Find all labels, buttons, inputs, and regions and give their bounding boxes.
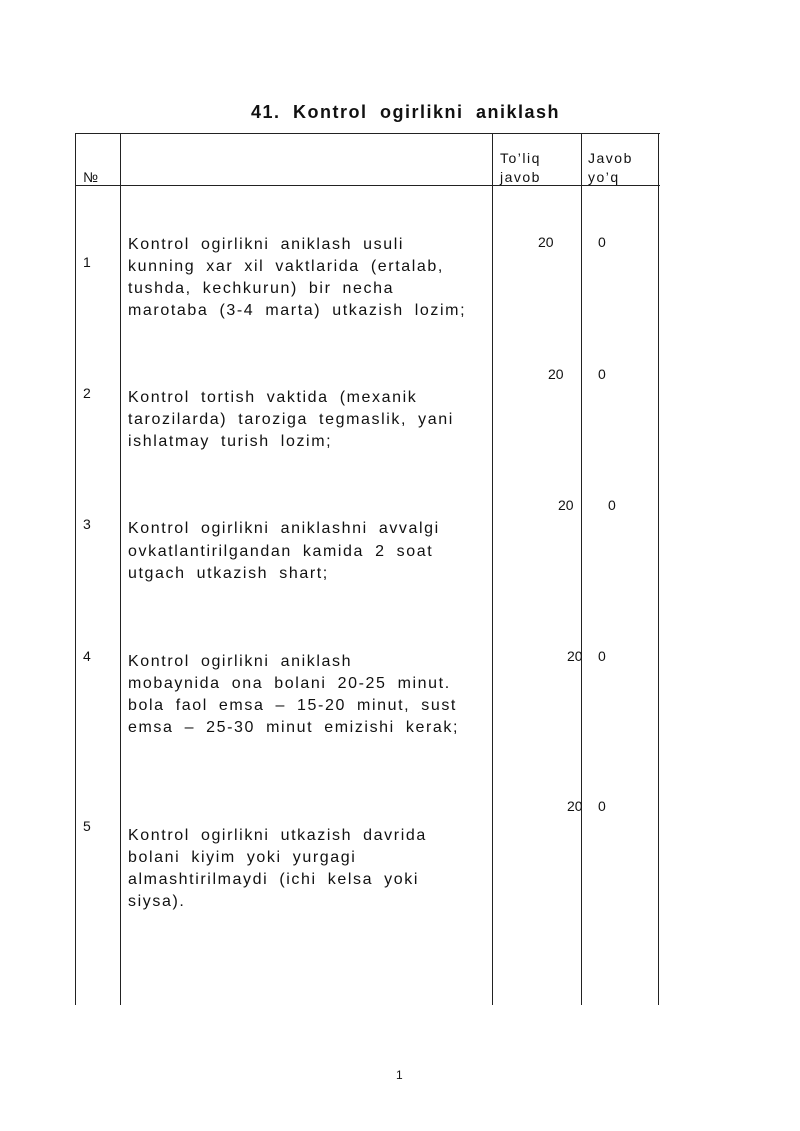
row-3-no-score: 0 bbox=[608, 497, 616, 513]
row-5-text-line3: almashtirilmaydi (ichi kelsa yoki bbox=[128, 871, 419, 888]
row-4-number: 4 bbox=[83, 648, 91, 664]
row-5-text-line1: Kontrol ogirlikni utkazish davrida bbox=[128, 827, 427, 844]
col-divider-text bbox=[492, 133, 493, 1005]
table-header-border bbox=[75, 185, 660, 186]
row-3-text-line3: utgach utkazish shart; bbox=[128, 565, 329, 582]
row-4-full-score: 20 bbox=[567, 648, 583, 664]
document-title: 41. Kontrol ogirlikni aniklash bbox=[251, 102, 561, 122]
row-4-text-line4: emsa – 25-30 minut emizishi kerak; bbox=[128, 719, 460, 736]
header-no-answer-line1: Javob bbox=[588, 150, 633, 166]
row-2-text-line3: ishlatmay turish lozim; bbox=[128, 433, 333, 450]
table-right-border bbox=[658, 133, 659, 1005]
row-1-text-line4: marotaba (3-4 marta) utkazish lozim; bbox=[128, 302, 467, 319]
row-3-full-score: 20 bbox=[558, 497, 574, 513]
row-3-text-line1: Kontrol ogirlikni aniklashni avvalgi bbox=[128, 520, 440, 537]
row-5-text-line2: bolani kiyim yoki yurgagi bbox=[128, 849, 357, 866]
page-number: 1 bbox=[396, 1068, 403, 1082]
row-2-full-score: 20 bbox=[548, 366, 564, 382]
row-2-number: 2 bbox=[83, 385, 91, 401]
row-2-no-score: 0 bbox=[598, 366, 606, 382]
row-4-text-line1: Kontrol ogirlikni aniklash bbox=[128, 653, 353, 670]
row-1-text-line3: tushda, kechkurun) bir necha bbox=[128, 280, 395, 297]
row-1-number: 1 bbox=[83, 254, 91, 270]
table-left-border bbox=[75, 133, 76, 1005]
col-divider-number bbox=[120, 133, 121, 1005]
row-5-number: 5 bbox=[83, 818, 91, 834]
header-number: № bbox=[83, 169, 100, 185]
header-full-answer-line1: To’liq bbox=[500, 150, 541, 166]
row-3-number: 3 bbox=[83, 516, 91, 532]
header-full-answer-line2: javob bbox=[500, 169, 541, 185]
row-5-no-score: 0 bbox=[598, 798, 606, 814]
row-1-text-line2: kunning xar xil vaktlarida (ertalab, bbox=[128, 258, 444, 275]
row-1-full-score: 20 bbox=[538, 234, 554, 250]
table-top-border bbox=[75, 133, 660, 134]
row-4-no-score: 0 bbox=[598, 648, 606, 664]
row-1-no-score: 0 bbox=[598, 234, 606, 250]
header-no-answer-line2: yo’q bbox=[588, 169, 620, 185]
row-5-full-score: 20 bbox=[567, 798, 583, 814]
row-5-text-line4: siysa). bbox=[128, 893, 186, 910]
row-3-text-line2: ovkatlantirilgandan kamida 2 soat bbox=[128, 543, 434, 560]
row-1-text-line1: Kontrol ogirlikni aniklash usuli bbox=[128, 236, 405, 253]
row-2-text-line2: tarozilarda) taroziga tegmaslik, yani bbox=[128, 411, 454, 428]
row-4-text-line3: bola faol emsa – 15-20 minut, sust bbox=[128, 697, 457, 714]
col-divider-full bbox=[581, 133, 582, 1005]
row-4-text-line2: mobaynida ona bolani 20-25 minut. bbox=[128, 675, 451, 692]
row-2-text-line1: Kontrol tortish vaktida (mexanik bbox=[128, 389, 418, 406]
